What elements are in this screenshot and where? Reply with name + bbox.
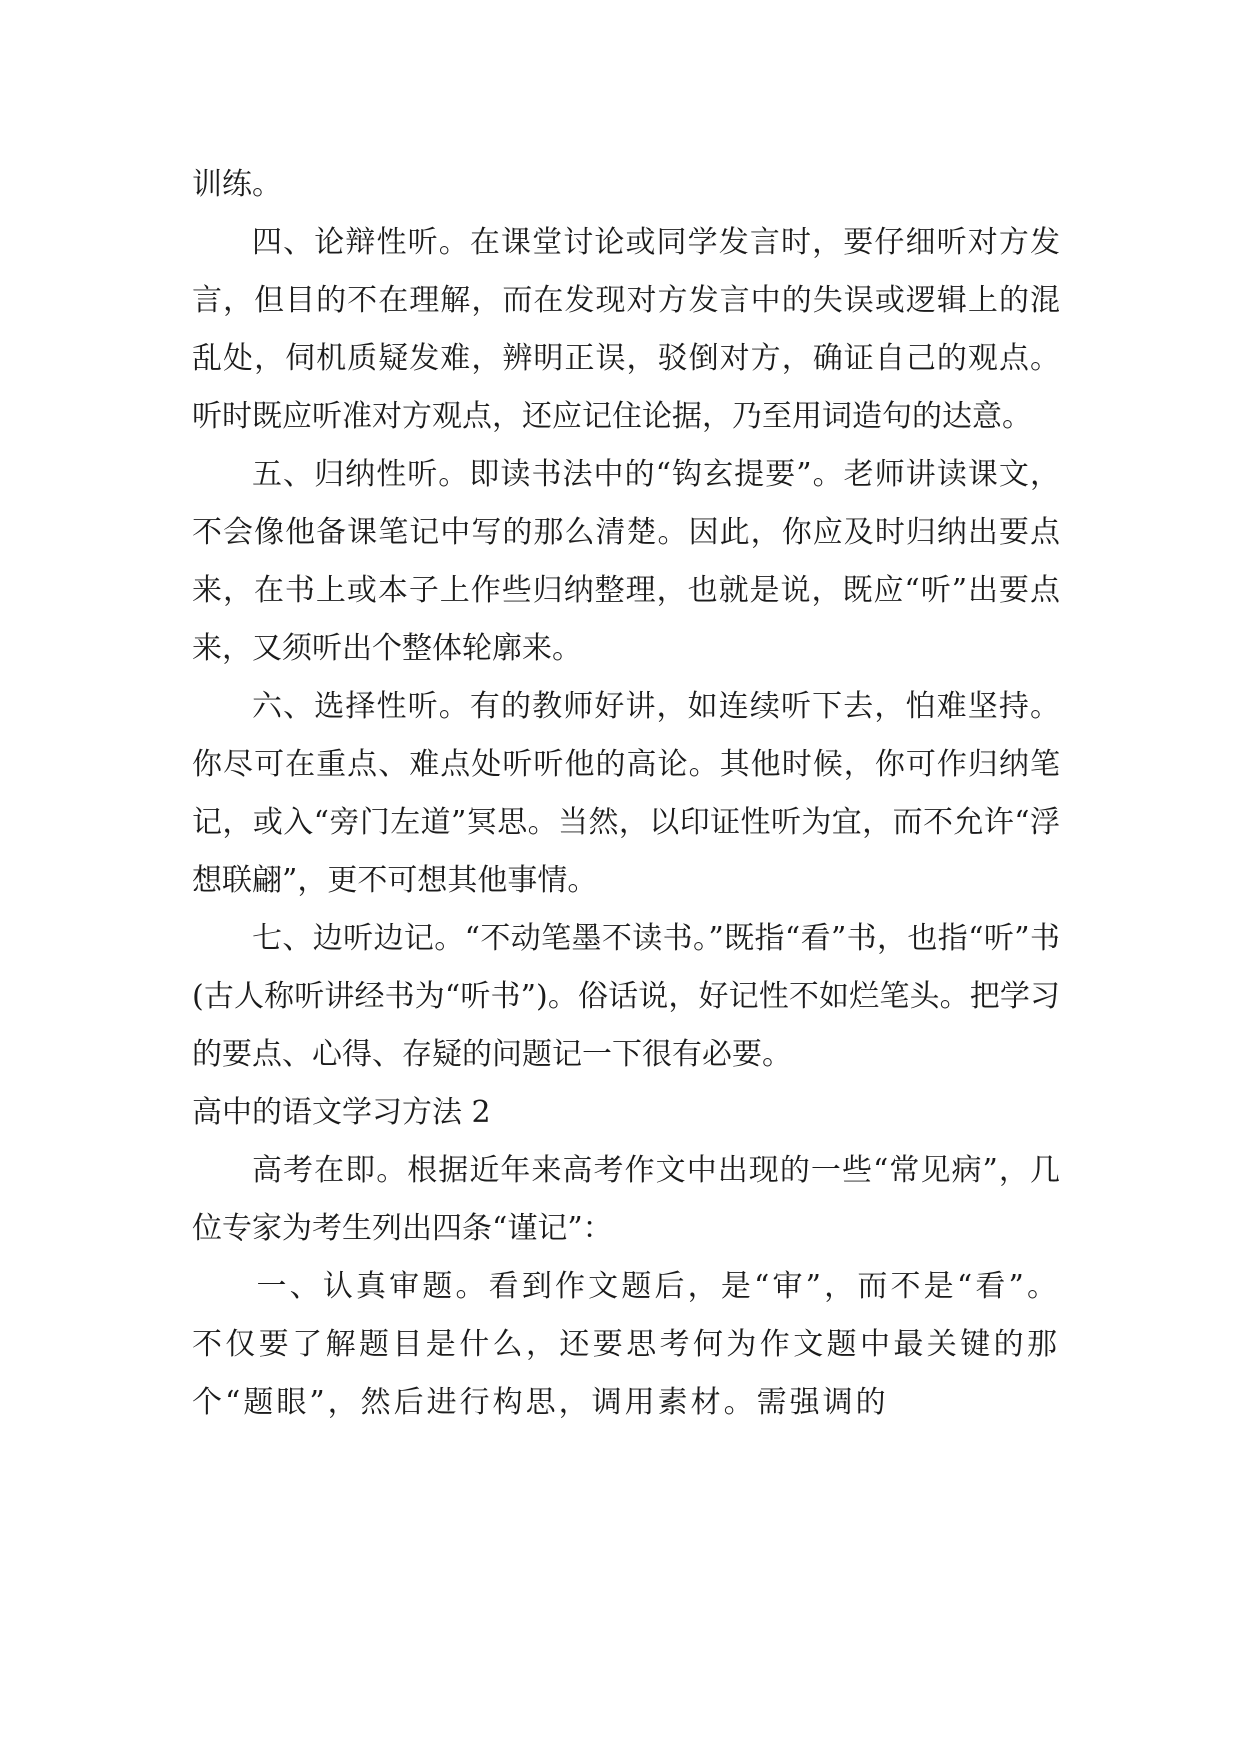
paragraph-debate-listening: 四、论辩性听。在课堂讨论或同学发言时，要仔细听对方发言，但目的不在理解，而在发现对方发言中的失误或逻辑上的混乱处，伺机质疑发难，辨明正误，驳倒对方，确证自己的观点。听时既应听准对方观点，还应记住论据，乃至用词造句的达意。 [192,225,1060,434]
paragraph-listen-and-note: 七、边听边记。“不动笔墨不读书。”既指“看”书，也指“听”书(古人称听讲经书为“听书”)。俗话说，好记性不如烂笔头。把学习的要点、心得、存疑的问题记一下很有必要。 [192,921,1060,1072]
paragraph-inductive-listening: 五、归纳性听。即读书法中的“钩玄提要”。老师讲读课文，不会像他备课笔记中写的那么清楚。因此，你应及时归纳出要点来，在书上或本子上作些归纳整理，也就是说，既应“听”出要点来，又须听出个整体轮廓来。 [192,457,1060,666]
paragraph-read-topic: 一、认真审题。看到作文题后，是“审”，而不是“看”。不仅要了解题目是什么，还要思考何为作文题中最关键的那个“题眼”，然后进行构思，调用素材。需强调的 [192,1269,1060,1420]
document-body [192,156,1060,1432]
section-heading: 高中的语文学习方法 2 [192,1095,491,1130]
paragraph-continuation: 训练。 [192,167,282,202]
paragraph-exam-intro: 高考在即。根据近年来高考作文中出现的一些“常见病”，几位专家为考生列出四条“谨记”： [192,1153,1060,1246]
paragraph-selective-listening: 六、选择性听。有的教师好讲，如连续听下去，怕难坚持。你尽可在重点、难点处听听他的高论。其他时候，你可作归纳笔记，或入“旁门左道”冥思。当然，以印证性听为宜，而不允许“浮想联翩”，更不可想其他事情。 [192,689,1060,898]
